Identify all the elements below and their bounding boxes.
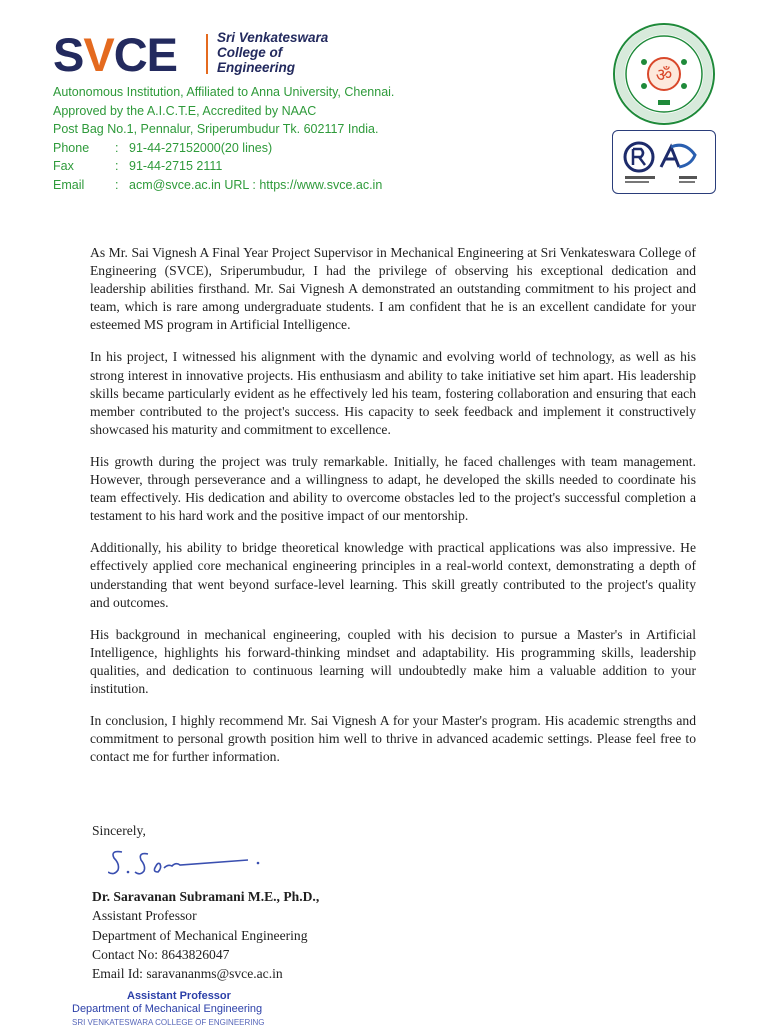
paragraph: In his project, I witnessed his alignment with the dynamic and evolving world of technology, as well as his strong interest in innovative projects. His enthusiasm and ability to take initiative set him apart. His leadership skills became particularly evident as he effectively led his team, fostering collaboration and ensuring that each member contributed to the project's success. His capacity to seek feedback and implement it constructively showcased his maturity and commitment to excellence. [90, 349, 696, 437]
signatory-title: Assistant Professor [92, 908, 197, 924]
handwritten-signature-icon [108, 842, 268, 882]
paragraph: Additionally, his ability to bridge theoretical knowledge with practical applications was also impressive. He effectively applied core mechanical engineering principles in a real-world context, demonstrating a depth of understanding that went beyond surface-level learning. This skill greatly contributed to the project's quality and outcomes. [90, 540, 696, 610]
signatory-block [92, 887, 319, 983]
logo-letter-v: V [83, 28, 114, 81]
letter-body [90, 244, 696, 780]
phone-value: 91-44-27152000(20 lines) [129, 140, 273, 155]
affiliation-text: Autonomous Institution, Affiliated to Anna University, Chennai. [53, 85, 395, 99]
phone-row [53, 139, 394, 158]
college-name-line1: Sri Venkateswara [217, 30, 329, 45]
stamp-title: Assistant Professor [127, 990, 231, 1002]
college-name [217, 30, 328, 75]
logo-divider [206, 34, 208, 74]
stamp-department: Department of Mechanical Engineering [72, 1003, 263, 1015]
official-stamp [72, 990, 264, 1029]
signatory-department: Department of Mechanical Engineering [92, 927, 308, 943]
signatory-email: Email Id: saravananms@svce.ac.in [92, 966, 283, 982]
college-name-line2: College of [217, 45, 283, 60]
paragraph: His background in mechanical engineering, coupled with his decision to pursue a Master's in Artificial Intelligence, highlights his forward-thinking mindset and adaptability. His programming skills, leadership qualities, and dedication to continuous learning will undoubtedly make him a valuable addition to your institution. [90, 626, 696, 696]
signatory-contact: Contact No: 8643826047 [92, 946, 230, 962]
certification-badges [612, 130, 716, 194]
college-name-line3: Engineering [217, 60, 296, 75]
fax-separator: : [115, 159, 119, 173]
closing-salutation: Sincerely, [92, 823, 146, 838]
email-label: Email [53, 177, 85, 192]
fax-row [53, 157, 394, 176]
logo-letters-ce: CE [113, 28, 178, 81]
phone-separator: : [115, 140, 119, 155]
fax-value: 91-44-2715 2111 [129, 159, 223, 173]
institution-info [53, 83, 394, 194]
email-row [53, 176, 394, 195]
phone-label: Phone [53, 140, 90, 155]
email-separator: : [115, 177, 119, 192]
paragraph: In conclusion, I highly recommend Mr. Sai Vignesh A for your Master's program. His academic strengths and commitment to personal growth position him well to thrive in advanced academic settings. Please feel free to contact me for further information. [90, 713, 696, 765]
address-text: Post Bag No.1, Pennalur, Sriperumbudur Tk. 602117 India. [53, 122, 379, 136]
svg-text:ॐ: ॐ [655, 65, 673, 86]
email-url-value: acm@svce.ac.in URL : https://www.svce.ac.in [129, 177, 383, 192]
paragraph: His growth during the project was truly remarkable. Initially, he faced challenges with team management. However, through perseverance and a willingness to adapt, he developed the skills needed to coordinate his team effectively. His dedication and ability to overcome obstacles led to the project's successful completion a testament to his hard work and the positive impact of our mentorship. [90, 453, 696, 524]
iso-nba-icon [613, 131, 713, 191]
svce-logo [53, 30, 177, 80]
approval-text: Approved by the A.I.C.T.E, Accredited by NAAC [53, 103, 317, 118]
signatory-name: Dr. Saravanan Subramani M.E., Ph.D., [92, 889, 320, 904]
stamp-college: SRI VENKATESWARA COLLEGE OF ENGINEERING [72, 1018, 265, 1027]
logo-letter-s: S [53, 28, 84, 81]
fax-label: Fax [53, 159, 74, 173]
college-seal-icon [612, 22, 716, 126]
paragraph: As Mr. Sai Vignesh A Final Year Project Supervisor in Mechanical Engineering at Sri Venkateswara College of Engineering (SVCE), Sriperumbudur, I had the privilege of observing his exceptional dedication and leadership abilities firsthand. Mr. Sai Vignesh A demonstrated an outstanding commitment to his project and team, which is rare among undergraduate students. I am confident that he is an excellent candidate for your esteemed MS program in Artificial Intelligence. [90, 245, 696, 333]
